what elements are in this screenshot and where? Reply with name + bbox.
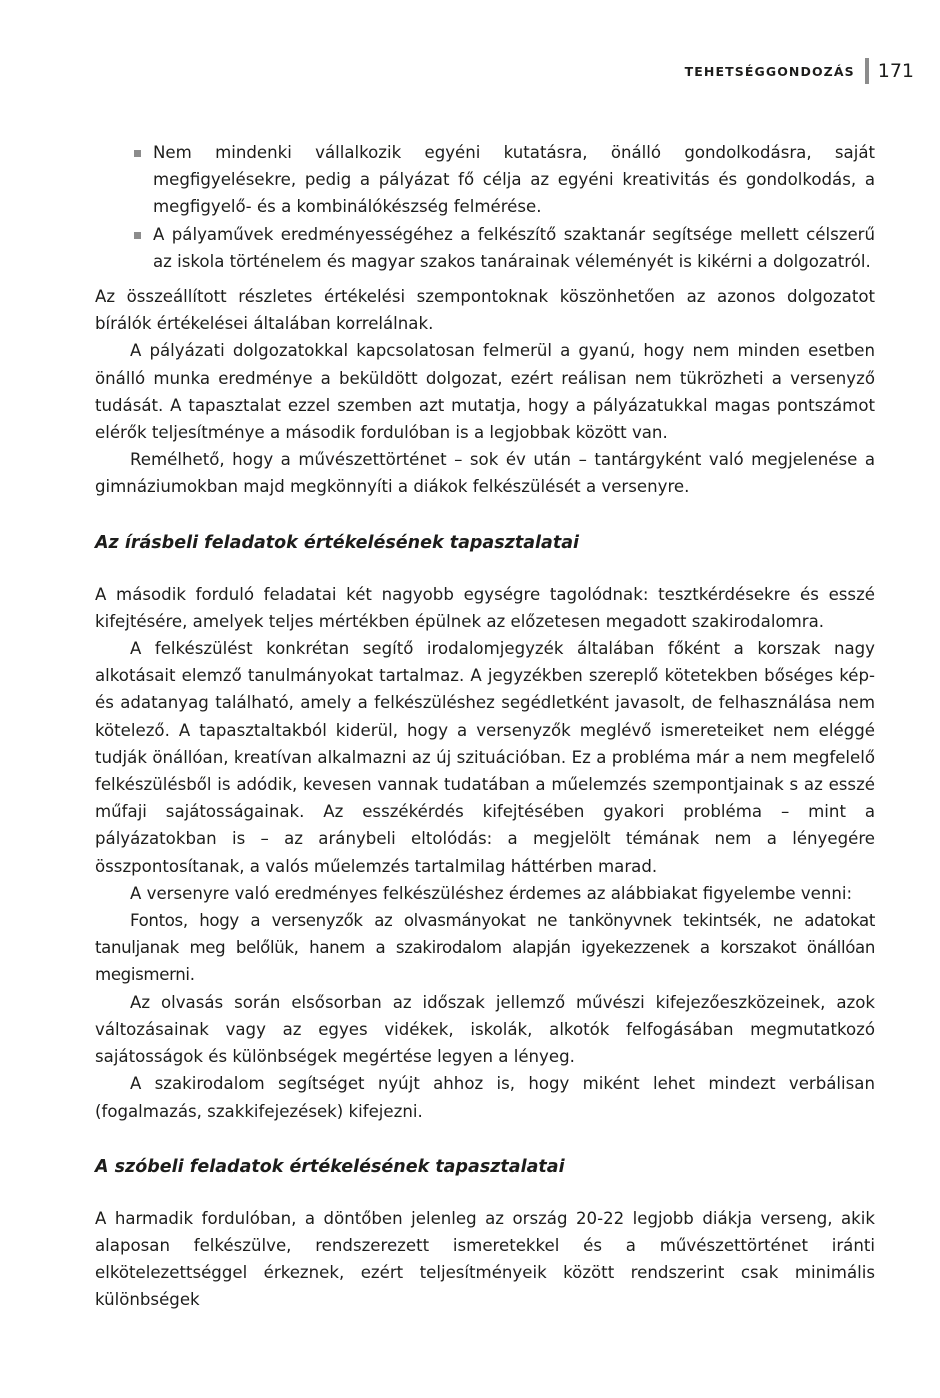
section-heading: Az írásbeli feladatok értékelésének tapasztalatai: [95, 532, 580, 553]
list-item-text: A pályaművek eredményességéhez a felkészítő szaktanár segítsége mellett célszerű az iskola történelem és magyar szakos tanárainak véleményét is kikérni a dolgozatról.: [153, 224, 875, 271]
list-item-text: Nem mindenki vállalkozik egyéni kutatásra, önálló gondolkodásra, saját megfigyelésekre, pedig a pályázat fő célja az egyéni kreativitás és gondolkodás, a megfigyelő- és a kombinálókészség felmérése.: [153, 143, 875, 217]
list-item: [153, 221, 875, 275]
paragraph: Remélhető, hogy a művészettörténet – sok év után – tantárgyként való megjelenése a gimnáziumokban majd megkönnyíti a diákok felkészülését a versenyre.: [95, 450, 875, 497]
paragraph: A felkészülést konkrétan segítő irodalomjegyzék általában főként a korszak nagy alkotásait elemző tanulmányokat tartalmaz. A jegyzékben szereplő kötetekben bőséges kép- és adatanyag található, amely a felkészüléshez segédletként javasolt, de felhasználása nem kötelező. A tapasztaltakból kiderül, hogy a versenyzők meglévő ismereteiket nem eléggé tudják önállóan, kreatívan alkalmazni az új szituációban. Ez a probléma már a nem megfelelő felkészülésből is adódik, kevesen vannak tudatában a műelemzés szempontjainak s az esszé műfaji sajátosságainak. Az esszékérdés kifejtésében gyakori probléma – mint a pályázatokban is – az aránybeli eltolódás: a megjelölt témának nem a lényegére összpontosítanak, a valós műelemzés tartalmilag háttérben marad.: [95, 639, 875, 876]
paragraph: Az olvasás során elsősorban az időszak jellemző művészi kifejezőeszközeinek, azok változásainak vagy az egyes vidékek, iskolák, alkotók felfogásában megmutatkozó sajátosságok és különbségek megértése legyen a lényeg.: [95, 992, 875, 1067]
running-head: [685, 58, 914, 84]
section-heading: A szóbeli feladatok értékelésének tapasztalatai: [95, 1156, 565, 1177]
running-title: TEHETSÉGGONDOZÁS: [684, 63, 855, 79]
paragraph: A szakirodalom segítséget nyújt ahhoz is, hogy miként lehet mindezt verbálisan (fogalmazás, szakkifejezések) kifejezni.: [95, 1074, 875, 1121]
paragraph: A harmadik fordulóban, a döntőben jelenleg az ország 20-22 legjobb diákja verseng, akik alaposan felkészülve, rendszerezett ismeretekkel és a művészettörténet iránti elkötelezettséggel érkeznek, ezért teljesítményeik között rendszerint csak minimális különbségek: [95, 1208, 875, 1310]
square-bullet-icon: [134, 150, 141, 157]
square-bullet-icon: [134, 232, 141, 239]
paragraph: Fontos, hogy a versenyzők az olvasmányokat ne tankönyvnek tekintsék, ne adatokat tanuljanak meg belőlük, hanem a szakirodalom alapján igyekezzenek a korszakot önállóan megismerni.: [95, 911, 875, 985]
paragraph: A második forduló feladatai két nagyobb egységre tagolódnak: tesztkérdésekre és esszé kifejtésére, amelyek teljes mértékben épülnek az előzetesen megadott szakirodalomra.: [95, 584, 875, 631]
page-number: 171: [877, 60, 914, 82]
paragraph: Az összeállított részletes értékelési szempontoknak köszönhetően az azonos dolgozatot bírálók értékelései általában korrelálnak.: [95, 287, 875, 334]
bullet-list: [95, 139, 875, 275]
page-body: [95, 139, 875, 1314]
paragraph: A pályázati dolgozatokkal kapcsolatosan felmerül a gyanú, hogy nem minden esetben önálló munka eredménye a beküldött dolgozat, ezért reálisan nem tükrözheti a versenyző tudását. A tapasztalat ezzel szemben azt mutatja, hogy a pályázatukkal magas pontszámot elérők teljesítménye a második fordulóban is a legjobbak között van.: [95, 341, 875, 443]
header-divider: [865, 58, 869, 84]
paragraph: A versenyre való eredményes felkészüléshez érdemes az alábbiakat figyelembe venni:: [130, 883, 853, 903]
list-item: [153, 139, 875, 221]
